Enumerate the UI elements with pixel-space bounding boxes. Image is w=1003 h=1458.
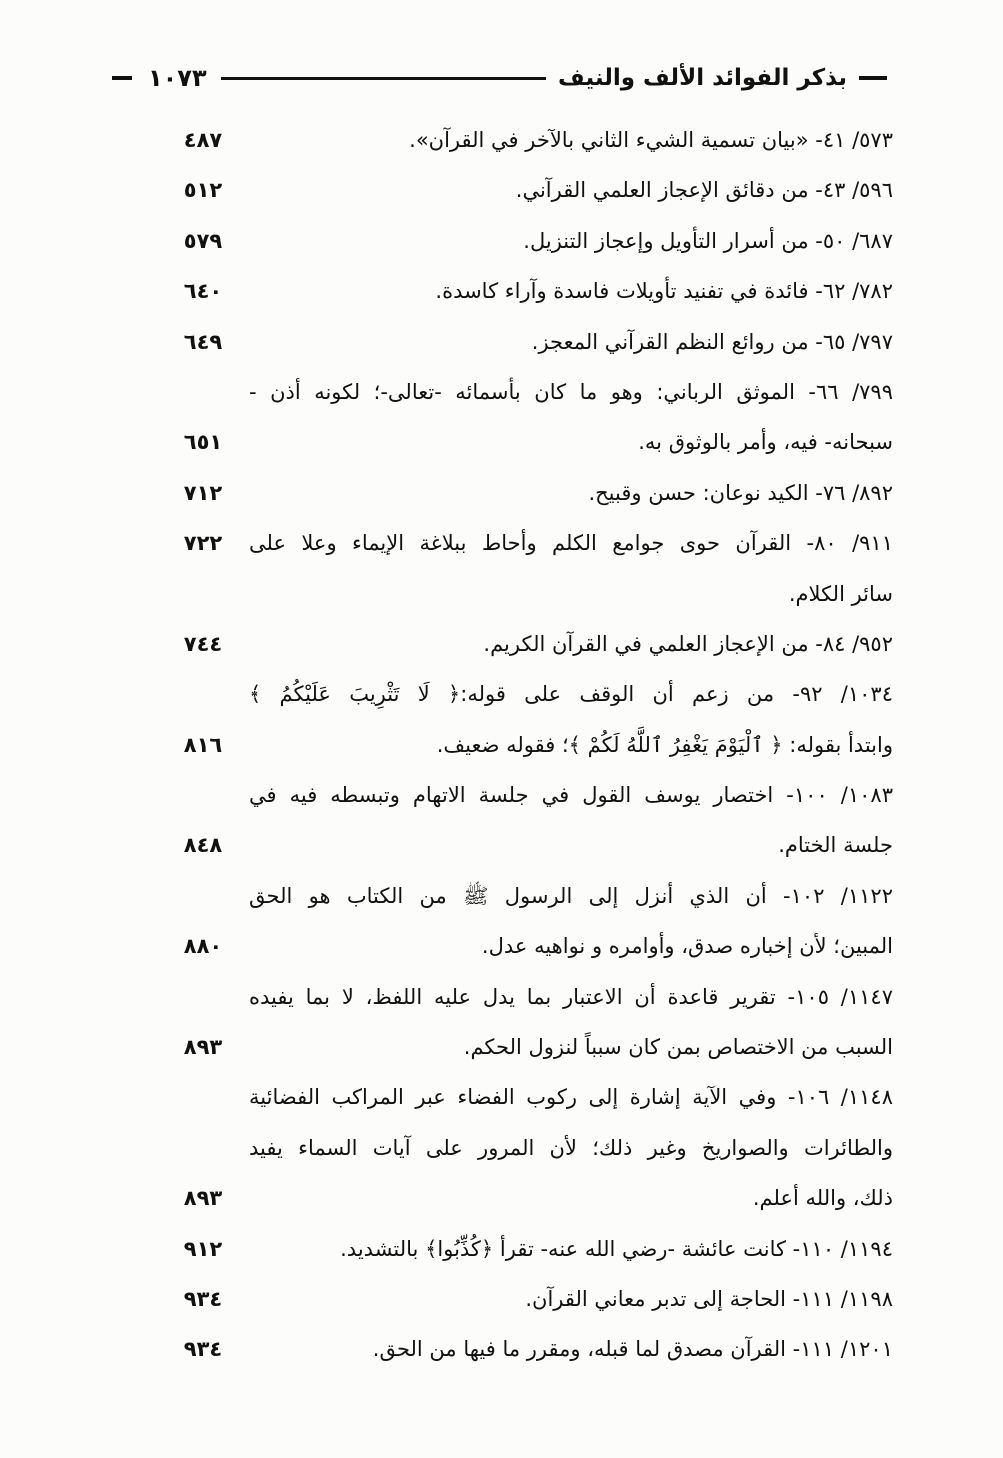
page-ref-number: ٨٩٣ (183, 1186, 223, 1211)
entry-text: جلسة الختام. (778, 833, 893, 858)
entry-text: والطائرات والصواريخ وغير ذلك؛ لأن المرور على آيات السماء يفيد (249, 1135, 893, 1160)
page-ref-number: ٩١٢ (183, 1236, 223, 1261)
index-row (0, 518, 1003, 568)
entry-text: ١٠٣٤/ ٩٢- من زعم أن الوقف على قوله:﴿ لَا تَثْرِيبَ عَلَيْكُمُ ﴾ (249, 682, 893, 707)
index-row (0, 1022, 1003, 1072)
header-dash-right (859, 76, 887, 80)
index-row (0, 266, 1003, 316)
index-row (0, 972, 1003, 1022)
index-row (0, 921, 1003, 971)
entry-text: ٧٩٩/ ٦٦- الموثق الرباني: وهو ما كان بأسمائه -تعالى-؛ لكونه أذن - (249, 379, 893, 404)
index-row (0, 1274, 1003, 1324)
page-ref-number: ٩٣٤ (183, 1337, 223, 1362)
index-row (0, 569, 1003, 619)
index-row (0, 317, 1003, 367)
page-ref-number: ٨٨٠ (183, 934, 223, 959)
header-title: بذكر الفوائد الألف والنيف (558, 65, 847, 91)
page-ref-number: ٦٤٩ (183, 329, 223, 354)
page-ref-number: ٨١٦ (183, 732, 223, 757)
entry-text-line (248, 619, 893, 669)
entry-text: ١١٤٨/ ١٠٦- وفي الآية إشارة إلى ركوب الفضاء عبر المراكب الفضائية (249, 1085, 893, 1110)
page-ref-number: ٧٤٤ (183, 631, 223, 656)
entry-text: ١٢٠١/ ١١١- القرآن مصدق لما قبله، ومقرر ما فيها من الحق. (372, 1337, 893, 1362)
index-row (0, 115, 1003, 165)
entry-text-line (248, 1123, 893, 1173)
index-row (0, 165, 1003, 215)
index-row (0, 468, 1003, 518)
page-number: ١٠٧٣ (148, 64, 207, 92)
header-dash-left (112, 76, 132, 80)
page-ref-number: ٦٥١ (183, 430, 223, 455)
entry-text-line (248, 216, 893, 266)
page-ref-number: ٥١٢ (183, 178, 223, 203)
entry-text: ١١٩٨/ ١١١- الحاجة إلى تدبر معاني القرآن. (525, 1286, 893, 1311)
index-row (0, 1123, 1003, 1173)
entry-text: ١١٩٤/ ١١٠- كانت عائشة -رضي الله عنه- تقرأ ﴿كُذِّبُوا﴾ بالتشديد. (340, 1236, 893, 1261)
index-row (0, 820, 1003, 870)
entry-text: ١١٢٢/ ١٠٢- أن الذي أنزل إلى الرسول ﷺ من الكتاب هو الحق (249, 883, 893, 908)
entry-text: سبحانه- فيه، وأمر بالوثوق به. (638, 430, 893, 455)
entry-text: ١١٤٧/ ١٠٥- تقرير قاعدة أن الاعتبار بما يدل عليه اللفظ، لا بما يفيده (249, 984, 893, 1009)
page-ref-number: ٥٧٩ (183, 228, 223, 253)
page-ref-number: ٤٨٧ (183, 128, 223, 152)
index-row (0, 669, 1003, 719)
index-row (0, 1324, 1003, 1374)
entry-text-line (248, 115, 893, 165)
index-list (0, 115, 1003, 1375)
entry-text-line (248, 317, 893, 367)
entry-text-line (248, 1022, 893, 1072)
entry-text-line (248, 165, 893, 215)
entry-text-line (248, 1274, 893, 1324)
index-row (0, 720, 1003, 770)
entry-text: ذلك، والله أعلم. (752, 1186, 893, 1211)
entry-text-line (248, 972, 893, 1022)
page-ref-number: ٨٤٨ (183, 833, 223, 858)
entry-text: ١٠٨٣/ ١٠٠- اختصار يوسف القول في جلسة الاتهام وتبسطه فيه في (249, 783, 893, 808)
entry-text-line (248, 518, 893, 568)
entry-text-line (248, 266, 893, 316)
entry-text: ٩١١/ ٨٠- القرآن حوى جوامع الكلم وأحاط ببلاغة الإيماء وعلا على (249, 531, 893, 556)
header-rule (221, 77, 546, 80)
index-row (0, 770, 1003, 820)
entry-text: المبين؛ لأن إخباره صدق، وأوامره و نواهيه عدل. (481, 934, 893, 959)
entry-text: ٩٥٢/ ٨٤- من الإعجاز العلمي في القرآن الكريم. (483, 631, 893, 656)
index-row (0, 619, 1003, 669)
index-row (0, 1173, 1003, 1223)
index-row (0, 367, 1003, 417)
page-ref-number: ٨٩٣ (183, 1035, 223, 1060)
entry-text: وابتدأ بقوله: ﴿ ٱلْيَوْمَ يَغْفِرُ ٱللَّهُ لَكُمْ ﴾؛ فقوله ضعيف. (436, 732, 893, 757)
entry-text: ٥٩٦/ ٤٣- من دقائق الإعجاز العلمي القرآني. (515, 178, 893, 203)
entry-text-line (248, 820, 893, 870)
entry-text-line (248, 1324, 893, 1374)
entry-text-line (248, 871, 893, 921)
page-ref-number: ٧٢٢ (183, 531, 223, 556)
entry-text-line (248, 569, 893, 619)
index-row (0, 216, 1003, 266)
entry-text-line (248, 720, 893, 770)
index-row (0, 417, 1003, 467)
page-ref-number: ٦٤٠ (183, 279, 223, 304)
index-row (0, 1072, 1003, 1122)
entry-text: السبب من الاختصاص بمن كان سبباً لنزول الحكم. (463, 1035, 893, 1060)
entry-text-line (248, 1224, 893, 1274)
index-row (0, 1224, 1003, 1274)
entry-text-line (248, 417, 893, 467)
entry-text: ٥٧٣/ ٤١- «بيان تسمية الشيء الثاني بالآخر في القرآن». (409, 128, 893, 152)
entry-text-line (248, 1072, 893, 1122)
entry-text-line (248, 669, 893, 719)
entry-text: سائر الكلام. (788, 581, 893, 606)
entry-text: ٧٩٧/ ٦٥- من روائع النظم القرآني المعجز. (531, 329, 893, 354)
entry-text-line (248, 921, 893, 971)
entry-text: ٦٨٧/ ٥٠- من أسرار التأويل وإعجاز التنزيل. (523, 228, 893, 253)
entry-text-line (248, 468, 893, 518)
running-header (112, 58, 887, 98)
entry-text-line (248, 1173, 893, 1223)
page-ref-number: ٧١٢ (183, 480, 223, 505)
index-row (0, 871, 1003, 921)
entry-text-line (248, 770, 893, 820)
page-ref-number: ٩٣٤ (183, 1286, 223, 1311)
entry-text: ٧٨٢/ ٦٢- فائدة في تفنيد تأويلات فاسدة وآراء كاسدة. (435, 279, 893, 304)
entry-text-line (248, 367, 893, 417)
entry-text: ٨٩٢/ ٧٦- الكيد نوعان: حسن وقبيح. (588, 480, 893, 505)
